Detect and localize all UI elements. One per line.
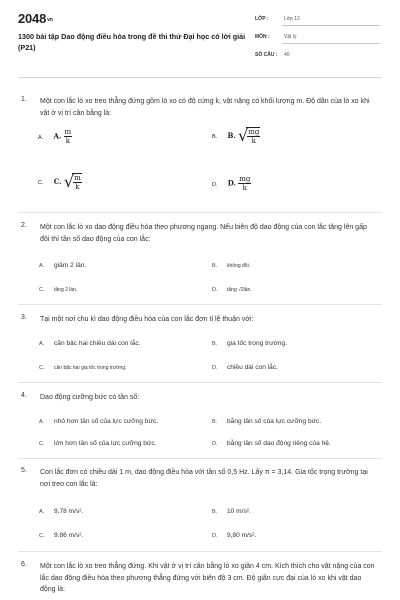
option-2b[interactable]: B. không đổi. <box>212 263 251 269</box>
question-number: 6. <box>21 561 27 568</box>
option-2d[interactable]: D. tăng √2lần. <box>212 287 252 293</box>
option-5b[interactable]: B. 10 m/s². <box>212 508 251 515</box>
meta-subject <box>255 32 380 50</box>
meta-class-label: LỚP : <box>255 16 269 22</box>
option-5c[interactable]: C. 9,86 m/s². <box>39 532 84 539</box>
option-3b[interactable]: B. gia tốc trọng trường. <box>212 340 288 347</box>
question-stem: Tại một nơi chu kì dao động điều hòa của con lắc đơn tỉ lệ thuận với: <box>40 316 254 323</box>
question-number: 2. <box>21 222 27 229</box>
question-number: 4. <box>21 392 27 399</box>
question-divider <box>18 304 382 305</box>
site-logo[interactable]: 2048vn <box>18 11 53 26</box>
meta-count <box>255 50 380 68</box>
option-5a[interactable]: A. 9,78 m/s². <box>39 508 84 515</box>
question-stem: Một con lắc lò xo treo thẳng đứng gồm lò xo có độ cứng k, vật nặng có khối lượng m. Độ dãn của lò xo khi vật ở vị trí cân bằng là: <box>40 98 370 117</box>
meta-class <box>255 14 380 32</box>
option-2c[interactable]: C. tăng 2 lần. <box>39 287 78 293</box>
option-1b[interactable]: B. B. √ $\frac{mg}{k}$ <box>212 126 260 145</box>
option-1a[interactable]: A. A. $\frac{m}{k}$ <box>38 128 72 145</box>
option-3d[interactable]: D. chiều dài con lắc. <box>212 364 278 371</box>
question-number: 1. <box>21 96 27 103</box>
meta-subject-label: MÔN : <box>255 34 270 40</box>
question-stem: Một con lắc lò xo treo thẳng đứng. Khi vật ở vị trí cân bằng lò xo giãn 4 cm. Kích thích cho vật nặng của con lắc dao động điều hòa theo phương thẳng đứng với biên độ 3 cm. Độ giãn cực đại của lò xo khi vật dao động là: <box>40 563 375 593</box>
option-1c[interactable]: C. C. √ $\frac{m}{k}$ <box>38 172 81 191</box>
question-divider <box>18 551 382 552</box>
header-divider <box>18 77 382 78</box>
option-5d[interactable]: D. 9,80 m/s². <box>212 532 257 539</box>
meta-panel <box>255 14 380 68</box>
option-1d[interactable]: D. D. $\frac{mg}{k}$ <box>212 175 251 192</box>
question-stem: Dao động cưỡng bức có tần số: <box>40 394 140 401</box>
option-3a[interactable]: A. căn bậc hai chiều dài con lắc. <box>39 340 141 347</box>
question-number: 3. <box>21 314 27 321</box>
question-stem: Con lắc đơn có chiều dài 1 m, dao động điều hòa với tần số 0,5 Hz. Lấy π = 3,14. Gia tốc trọng trường tại nơi treo con lắc là: <box>40 469 368 488</box>
option-4d[interactable]: D. bằng tần số dao động riêng của hệ. <box>212 440 331 447</box>
worksheet-header <box>0 0 400 78</box>
question-number: 5. <box>21 467 27 474</box>
option-4b[interactable]: B. bằng tần số của lực cưỡng bức. <box>212 418 322 425</box>
meta-count-label: SỐ CÂU : <box>255 52 278 58</box>
meta-subject-value: Vật lý <box>284 34 297 40</box>
meta-class-value: Lớp 12 <box>284 16 300 22</box>
option-4c[interactable]: C. lớn hơn tần số của lực cưỡng bức. <box>39 440 157 447</box>
option-2a[interactable]: A. giảm 2 lần. <box>39 262 87 269</box>
option-4a[interactable]: A. nhỏ hơn tần số của lực cưỡng bức. <box>39 418 158 425</box>
meta-count-value: 40 <box>284 52 290 58</box>
question-divider <box>18 382 382 383</box>
question-stem: Một con lắc lò xo dao động điều hòa theo phương ngang. Nếu biên độ dao động của con lắc tăng lên gấp đôi thì tần số dao động của con lắc: <box>40 224 367 243</box>
document-title: 1300 bài tập Dao động điều hòa trong đề thi thử Đại học có lời giải (P21) <box>18 32 246 52</box>
option-3c[interactable]: C. căn bậc hai gia tốc trọng trường. <box>39 365 127 371</box>
question-divider <box>18 212 382 213</box>
question-divider <box>18 458 382 459</box>
